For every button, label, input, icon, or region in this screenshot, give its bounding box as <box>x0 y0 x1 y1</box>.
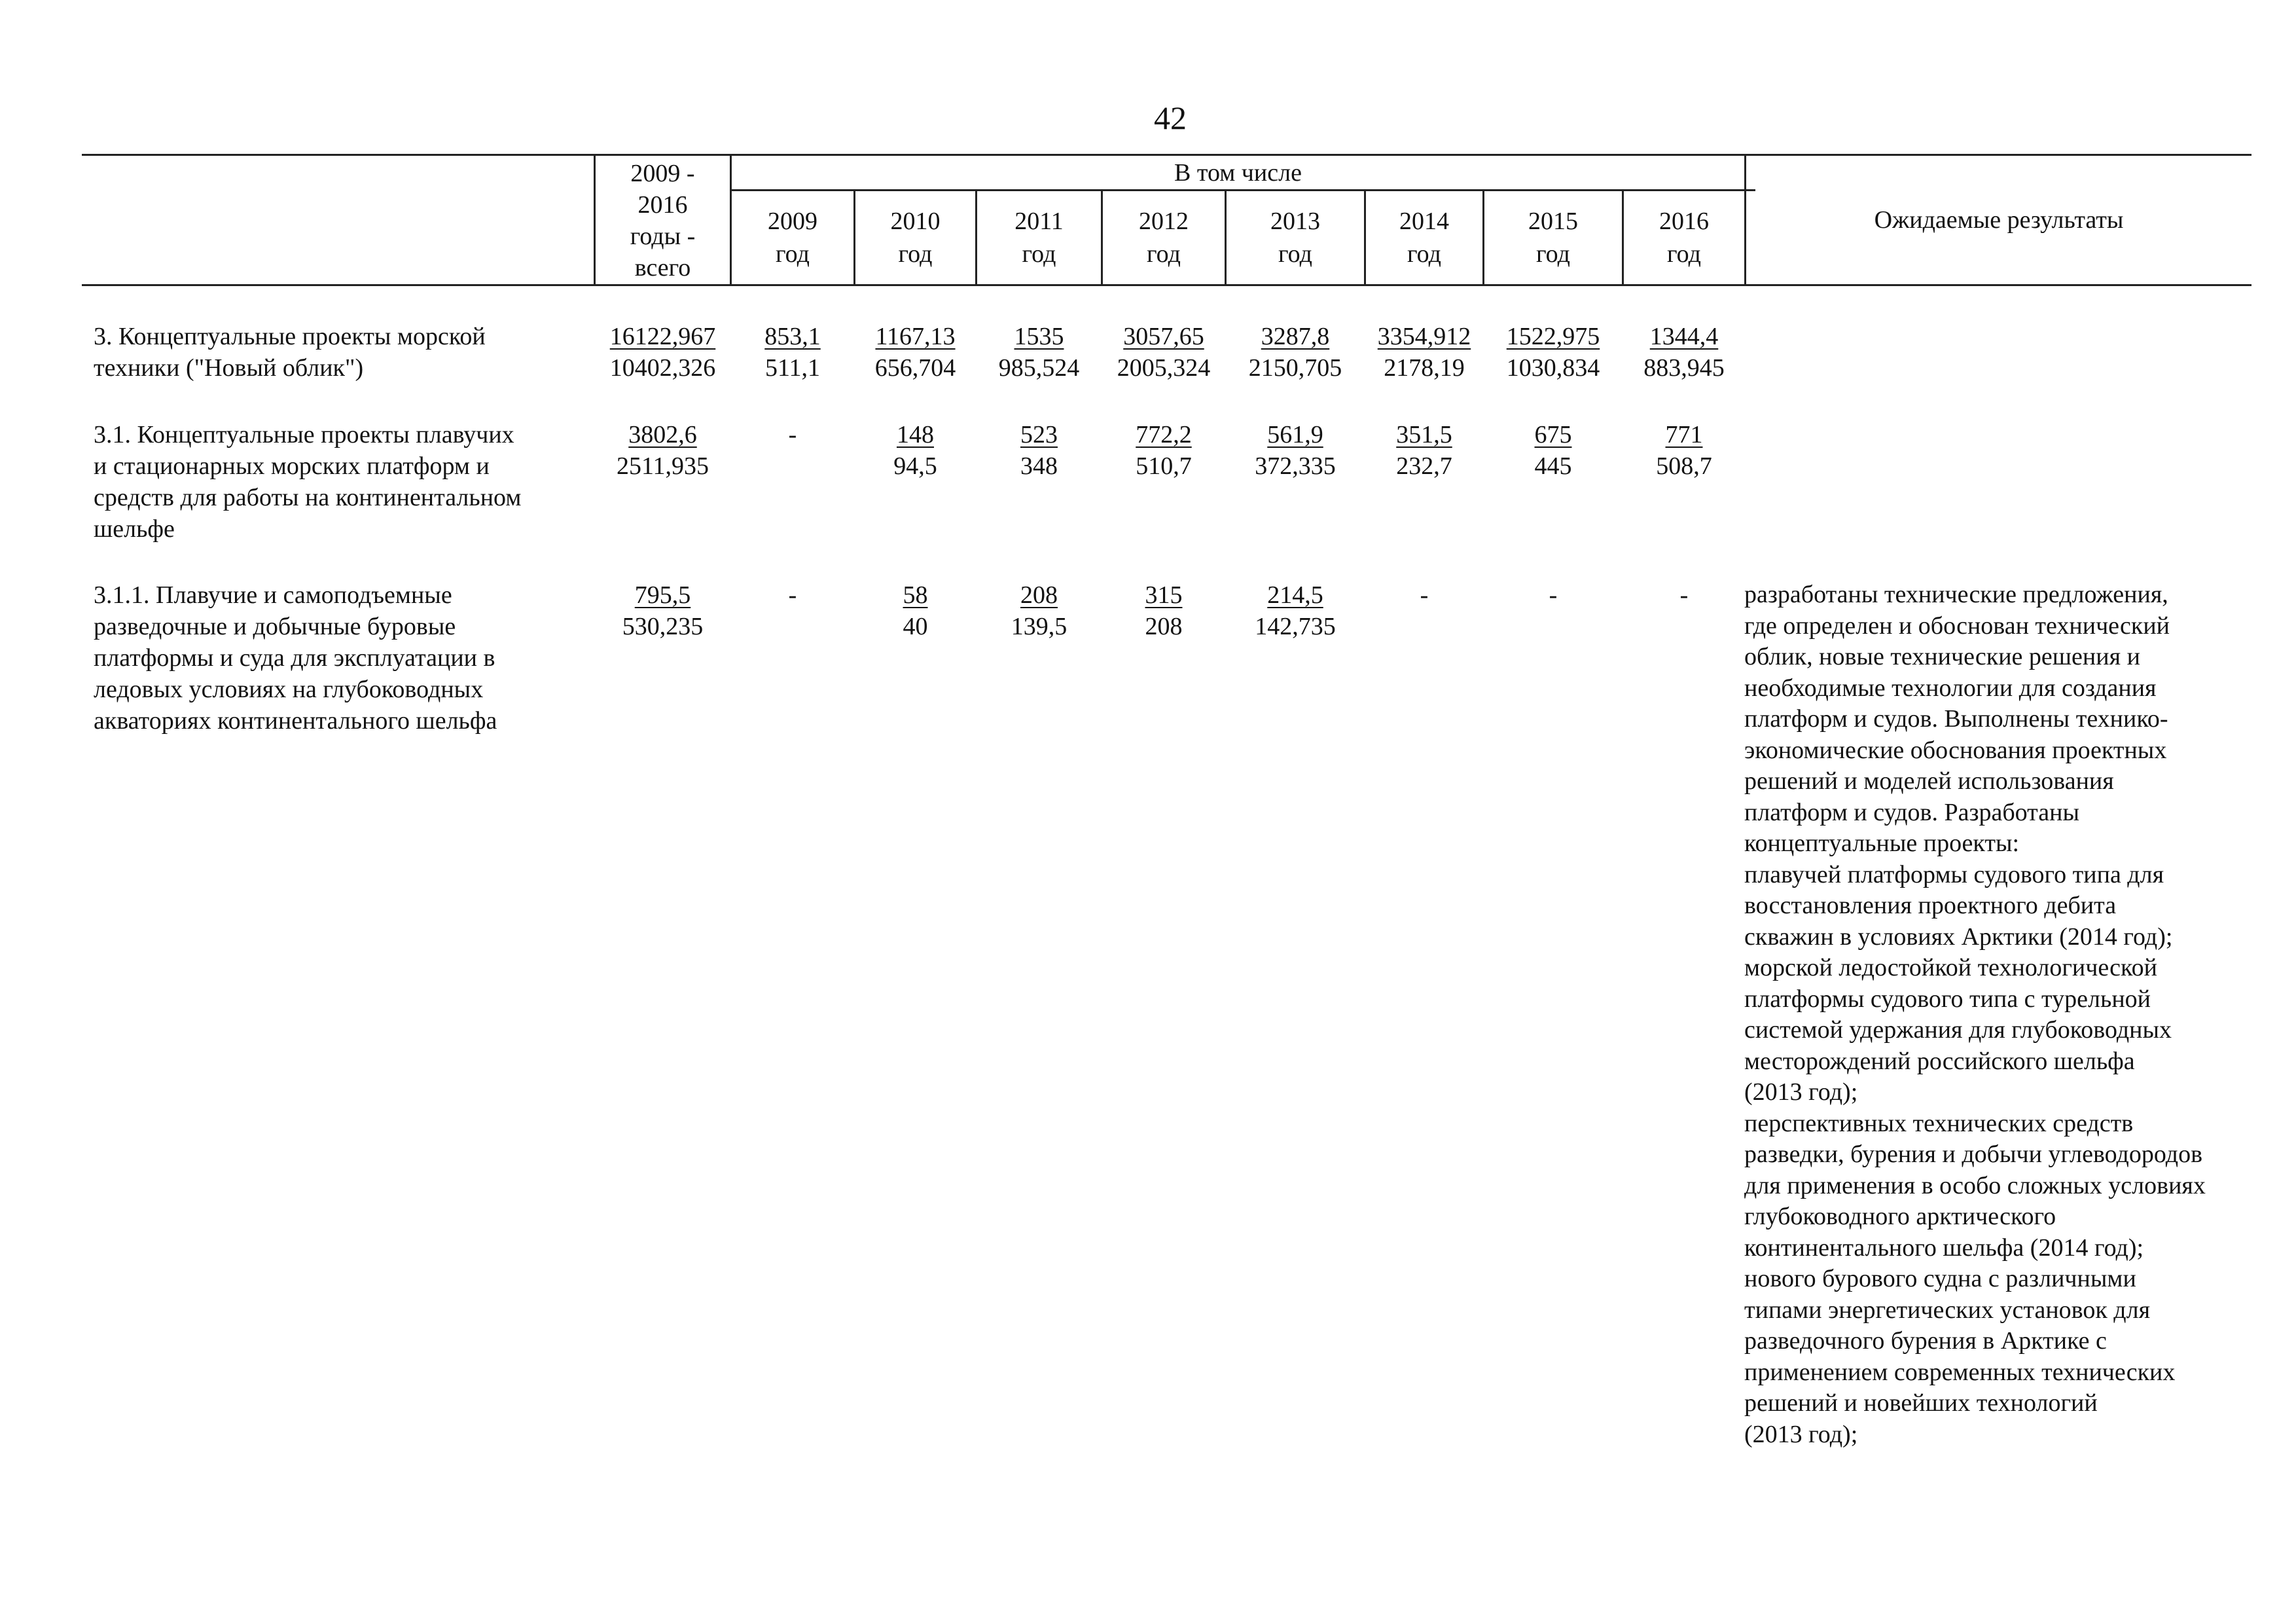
cell-2016: 1344,4 883,945 <box>1643 323 1725 382</box>
header-top-rule <box>82 154 2251 156</box>
cell-2011: 208 139,5 <box>1011 581 1067 640</box>
cell-2012: 315 208 <box>1145 581 1183 640</box>
cell-2015: 675 445 <box>1534 421 1572 480</box>
cell-2016: - <box>1679 581 1689 609</box>
header-year-2011: 2011 год <box>1014 208 1064 268</box>
header-year-2014: 2014 год <box>1399 208 1449 268</box>
header-year-2016: 2016 год <box>1659 208 1709 268</box>
header-year-2009: 2009 год <box>768 208 817 268</box>
header-results-label: Ожидаемые результаты <box>1874 206 2124 234</box>
header-including-label: В том числе <box>1174 159 1302 187</box>
cell-2010: 148 94,5 <box>893 421 937 480</box>
expected-results-text: разработаны технические предложения, где определен и обоснован технический облик, новые технические решения и необходимые технологии для создания платформ и судов. Выполнены технико- экономические обоснования проектных решений и моделей использования платформ и судов. Разработаны концептуальные проекты: плавучей платформы судового типа для восстановления проектного дебита скважин в условиях Арктики (2014 год); морской ледостойкой технологической платформы судового типа с турельной системой удержания для глубоководных месторождений российского шельфа (2013 год); перспективных технических средств разведки, бурения и добычи углеводородов для применения в особо сложных условиях глубоководного арктического континентального шельфа (2014 год); нового бурового судна с различными типами энергетических установок для разведочного бурения в Арктике с применением современных технических решений и новейших технологий (2013 год); <box>1744 581 2206 1448</box>
subheader-rule <box>731 189 1755 191</box>
page-number: 42 <box>1154 100 1187 136</box>
cell-2012: 772,2 510,7 <box>1136 421 1192 480</box>
cell-total: 16122,967 10402,326 <box>609 323 716 382</box>
cell-2016: 771 508,7 <box>1656 421 1712 480</box>
cell-total: 795,5 530,235 <box>622 581 704 640</box>
cell-2009: 853,1 511,1 <box>764 323 821 382</box>
cell-2009: - <box>788 581 797 609</box>
cell-2011: 523 348 <box>1020 421 1058 480</box>
cell-total: 3802,6 2511,935 <box>616 421 709 480</box>
header-year-2010: 2010 год <box>890 208 941 268</box>
cell-2014: 3354,912 2178,19 <box>1377 323 1471 382</box>
cell-2013: 3287,8 2150,705 <box>1248 323 1342 382</box>
cell-2010: 58 40 <box>903 581 928 640</box>
row-label: 3. Концептуальные проекты морской техники ("Новый облик") <box>94 323 486 382</box>
cell-2009: - <box>788 421 797 448</box>
cell-2014: - <box>1420 581 1429 609</box>
header-bottom-rule <box>82 284 2251 286</box>
cell-2015: 1522,975 1030,834 <box>1506 323 1600 382</box>
cell-2014: 351,5 232,7 <box>1396 421 1452 480</box>
cell-2013: 561,9 372,335 <box>1255 421 1336 480</box>
row-label: 3.1. Концептуальные проекты плавучих и стационарных морских платформ и средств для работы на континентальном шельфе <box>94 421 522 543</box>
row-label: 3.1.1. Плавучие и самоподъемные разведочные и добычные буровые платформы и суда для эксплуатации в ледовых условиях на глубоководных акваториях континентального шельфа <box>94 581 497 735</box>
header-total-label: 2009 - 2016 годы - всего <box>630 160 696 282</box>
header-year-2013: 2013 год <box>1270 208 1320 268</box>
header-year-2012: 2012 год <box>1139 208 1189 268</box>
header-year-2015: 2015 год <box>1528 208 1578 268</box>
cell-2012: 3057,65 2005,324 <box>1117 323 1211 382</box>
cell-2010: 1167,13 656,704 <box>874 323 956 382</box>
cell-2015: - <box>1549 581 1558 609</box>
cell-2011: 1535 985,524 <box>998 323 1080 382</box>
cell-2013: 214,5 142,735 <box>1255 581 1336 640</box>
